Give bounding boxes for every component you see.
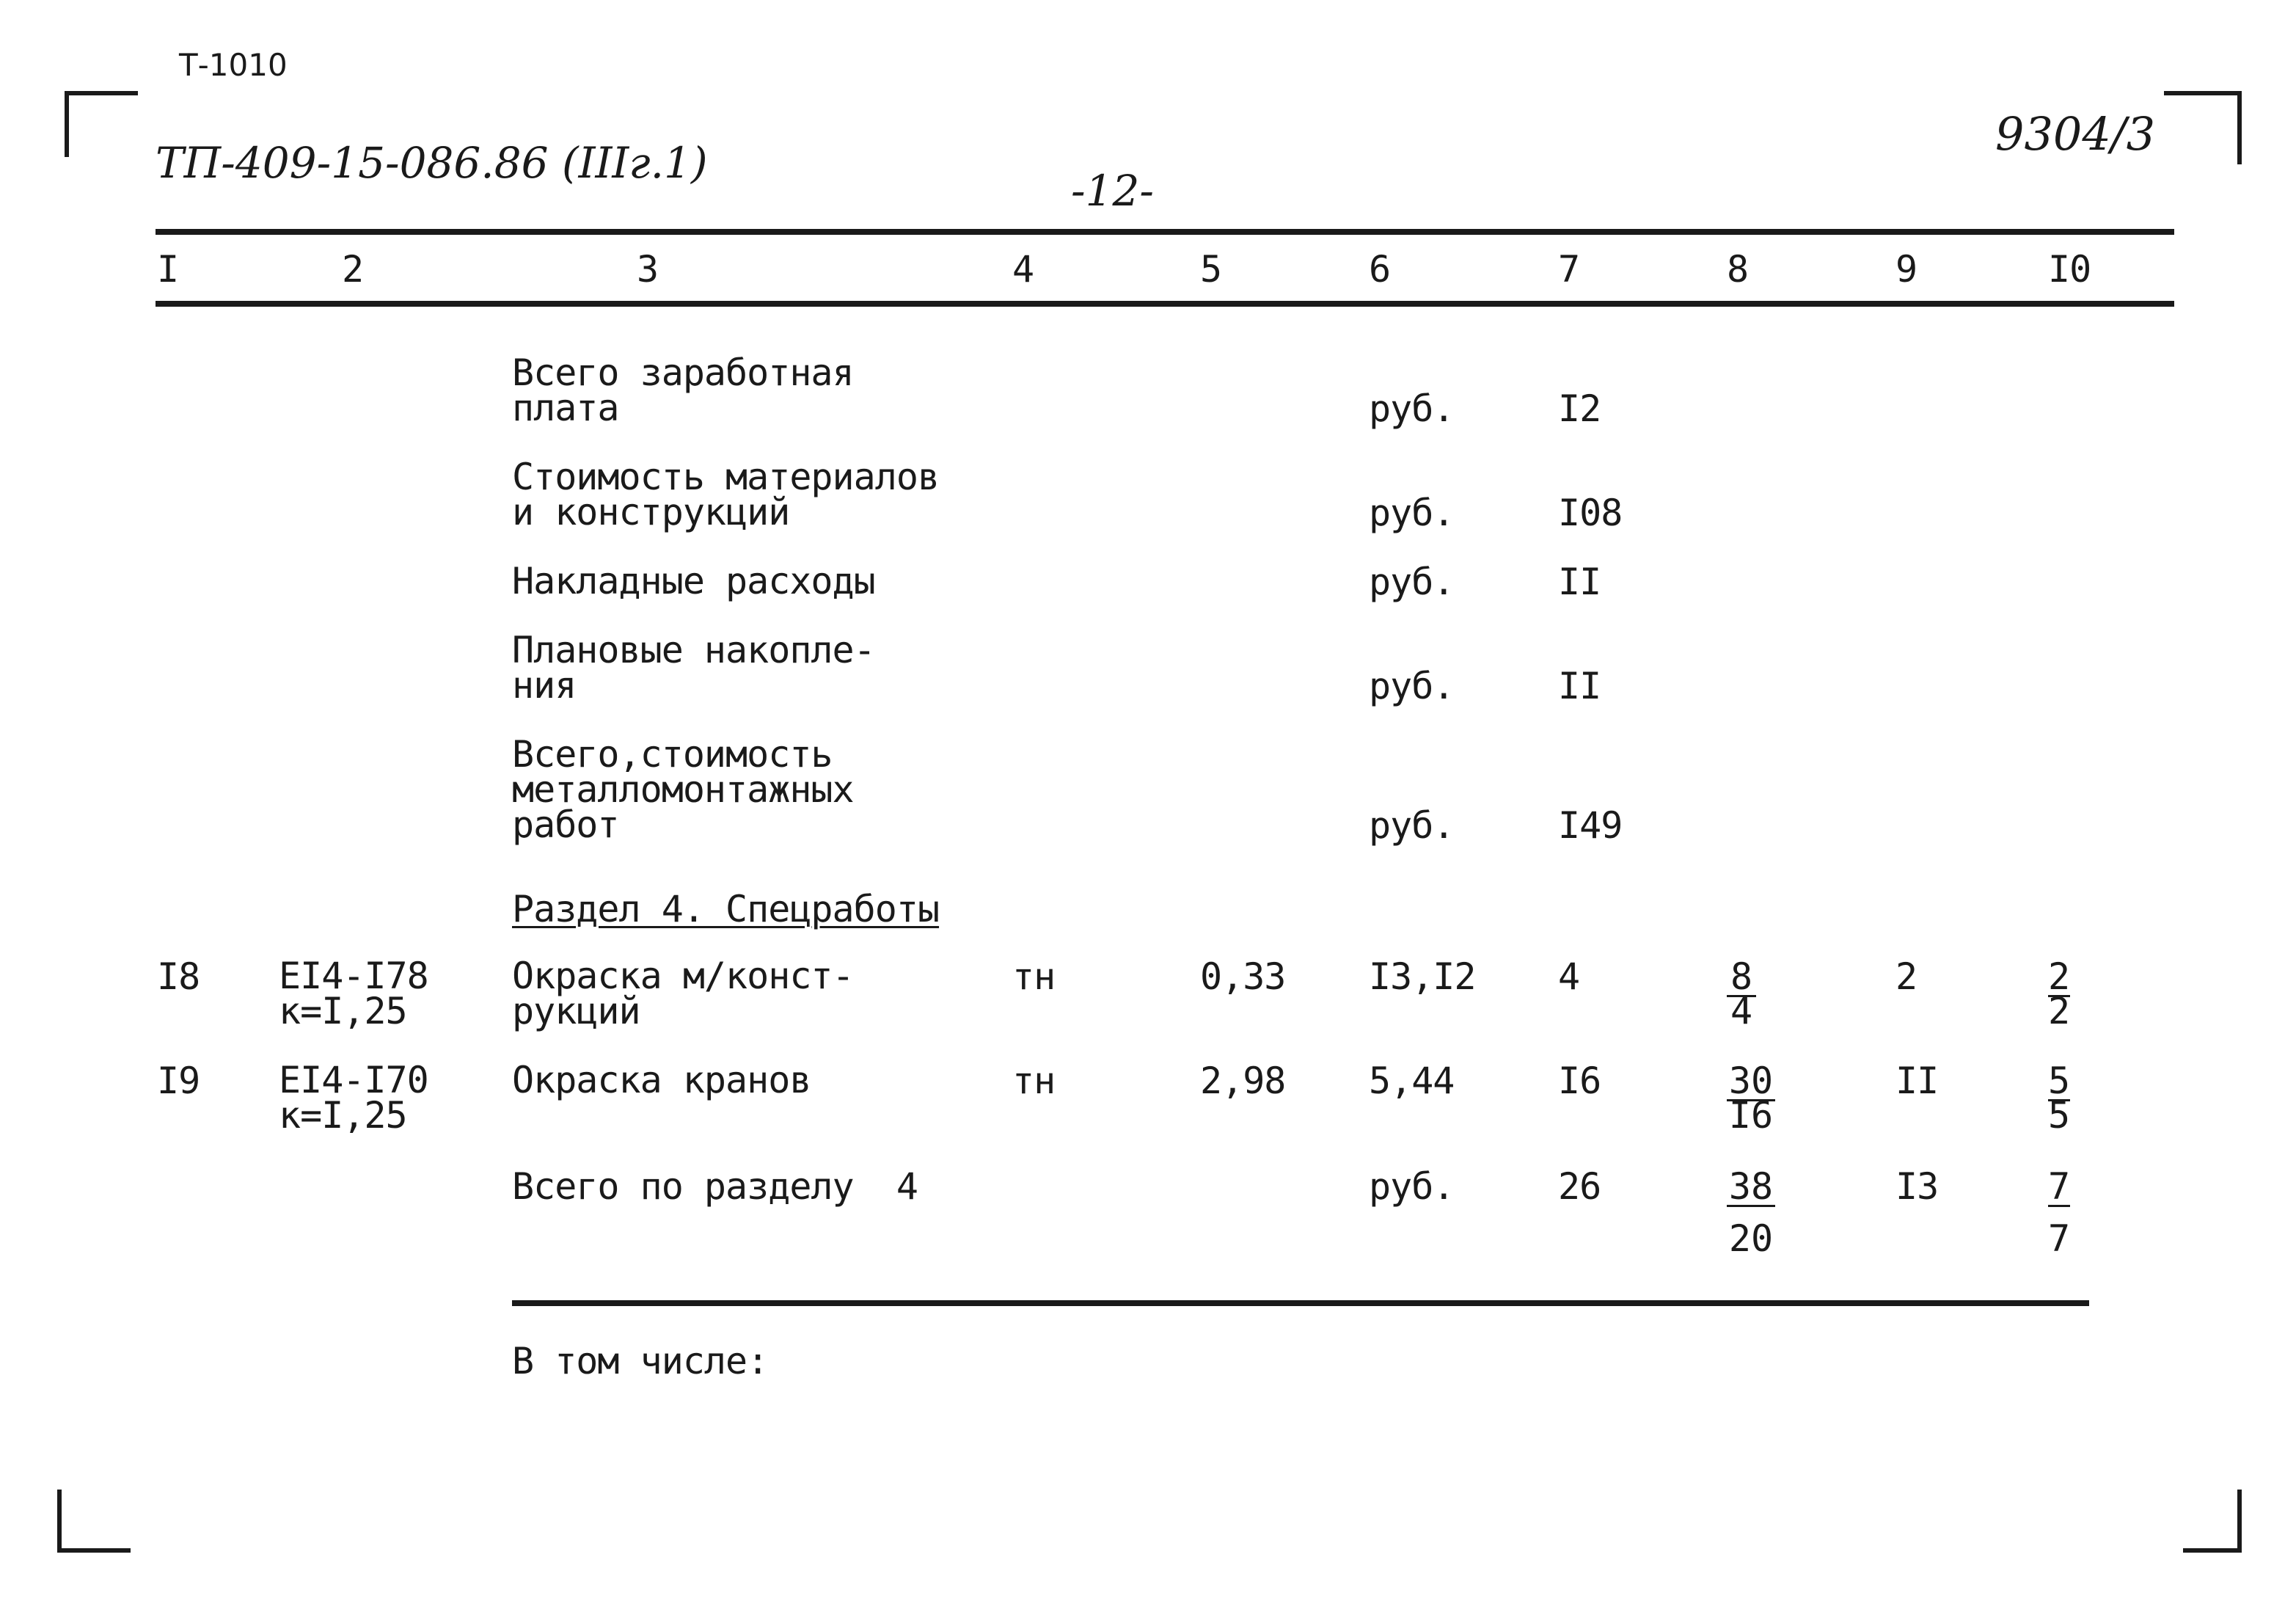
item-number: I8: [157, 955, 200, 998]
item-number: I9: [157, 1060, 200, 1102]
item-col8-fraction: [1727, 955, 1756, 1032]
item-code: EI4-I78 к=I,25: [279, 955, 428, 1032]
corner-mark-bottom-left-vertical: [57, 1490, 62, 1553]
column-header-2: 2: [342, 248, 364, 291]
doc-code: ТП-409-15-086.86 (IIIг.1): [156, 138, 708, 188]
corner-mark-top-left: [65, 91, 138, 95]
section-total-col10-bottom: 7: [2048, 1217, 2071, 1260]
section-total-rule: [512, 1300, 2089, 1306]
summary-value-overhead: II: [1558, 561, 1601, 603]
item-col10-top: 2: [2048, 955, 2071, 998]
corner-mark-bottom-right: [2183, 1548, 2242, 1553]
page-number: -12-: [1071, 166, 1154, 216]
header-rule-top: [156, 229, 2174, 235]
corner-mark-top-right: [2164, 91, 2242, 95]
summary-unit-metalwork-total: руб.: [1369, 804, 1455, 847]
item-col8-top: 30: [1727, 1062, 1775, 1101]
corner-mark-top-right-vertical: [2237, 91, 2242, 164]
item-col10-fraction: [2048, 955, 2071, 1032]
item-col10-bottom: 2: [2048, 990, 2071, 1032]
summary-unit-savings: руб.: [1369, 665, 1455, 707]
column-header-3: 3: [637, 248, 659, 291]
summary-value-wages: I2: [1558, 387, 1601, 430]
item-unit: тн: [1012, 1060, 1056, 1102]
section-total-unit: руб.: [1369, 1165, 1455, 1208]
item-col9: 2: [1895, 955, 1917, 998]
item-total: 4: [1558, 955, 1580, 998]
item-col8-fraction: [1727, 1060, 1775, 1137]
corner-mark-bottom-right-vertical: [2237, 1490, 2242, 1553]
section-total-col8-top: 38: [1727, 1168, 1775, 1207]
column-header-7: 7: [1558, 248, 1580, 291]
summary-value-savings: II: [1558, 665, 1601, 707]
item-quantity: 0,33: [1200, 955, 1286, 998]
section-total-col10-top: 7: [2048, 1165, 2071, 1208]
corner-mark-top-left-vertical: [65, 91, 69, 157]
item-col10-fraction: [2048, 1060, 2071, 1137]
section-total-label: Всего по разделу 4: [512, 1165, 918, 1208]
summary-unit-wages: руб.: [1369, 387, 1455, 430]
item-col8-bottom: I6: [1728, 1094, 1774, 1137]
section-total-col8-fraction: [1727, 1165, 1775, 1260]
item-code: EI4-I70 к=I,25: [279, 1059, 428, 1137]
header-rule-bottom: [156, 301, 2174, 307]
archive-number: 9304/3: [1995, 107, 2156, 161]
column-header-5: 5: [1200, 248, 1222, 291]
section-title: Раздел 4. Спецработы: [512, 888, 940, 930]
summary-unit-materials: руб.: [1369, 492, 1455, 534]
item-price: 5,44: [1369, 1060, 1455, 1102]
item-name: Окраска м/конст- рукций: [512, 955, 854, 1032]
summary-unit-overhead: руб.: [1369, 561, 1455, 603]
corner-mark-bottom-left: [57, 1548, 131, 1553]
item-unit: тн: [1012, 955, 1056, 998]
doc-label: Т-1010: [179, 47, 288, 83]
column-header-6: 6: [1369, 248, 1391, 291]
summary-text-savings: Плановые накопле- ния: [512, 629, 875, 707]
section-total-col9: I3: [1895, 1165, 1939, 1208]
summary-value-materials: I08: [1558, 492, 1623, 534]
section-total-col8-bottom: 20: [1728, 1217, 1774, 1260]
section-total-col10-fraction: [2048, 1165, 2071, 1260]
item-total: I6: [1558, 1060, 1601, 1102]
item-col8-top: 8: [1727, 958, 1756, 997]
item-price: I3,I2: [1369, 955, 1476, 998]
item-col10-top: 5: [2048, 1060, 2071, 1102]
summary-text-materials: Стоимость материалов и конструкций: [512, 456, 940, 533]
section-total-value: 26: [1558, 1165, 1601, 1208]
summary-value-metalwork-total: I49: [1558, 804, 1623, 847]
item-col9: II: [1895, 1060, 1939, 1102]
summary-text-overhead: Накладные расходы: [512, 560, 875, 602]
column-header-8: 8: [1727, 248, 1749, 291]
summary-text-wages: Всего заработная плата: [512, 351, 854, 429]
column-header-1: I: [157, 248, 179, 291]
item-quantity: 2,98: [1200, 1060, 1286, 1102]
footer-text: В том числе:: [512, 1340, 769, 1382]
item-col10-bottom: 5: [2048, 1094, 2071, 1137]
column-header-4: 4: [1012, 248, 1034, 291]
column-header-9: 9: [1895, 248, 1917, 291]
item-name: Окраска кранов: [512, 1059, 811, 1101]
summary-text-metalwork-total: Всего,стоимость металломонтажных работ: [512, 733, 854, 846]
item-col8-bottom: 4: [1730, 990, 1753, 1032]
column-header-10: I0: [2048, 248, 2091, 291]
